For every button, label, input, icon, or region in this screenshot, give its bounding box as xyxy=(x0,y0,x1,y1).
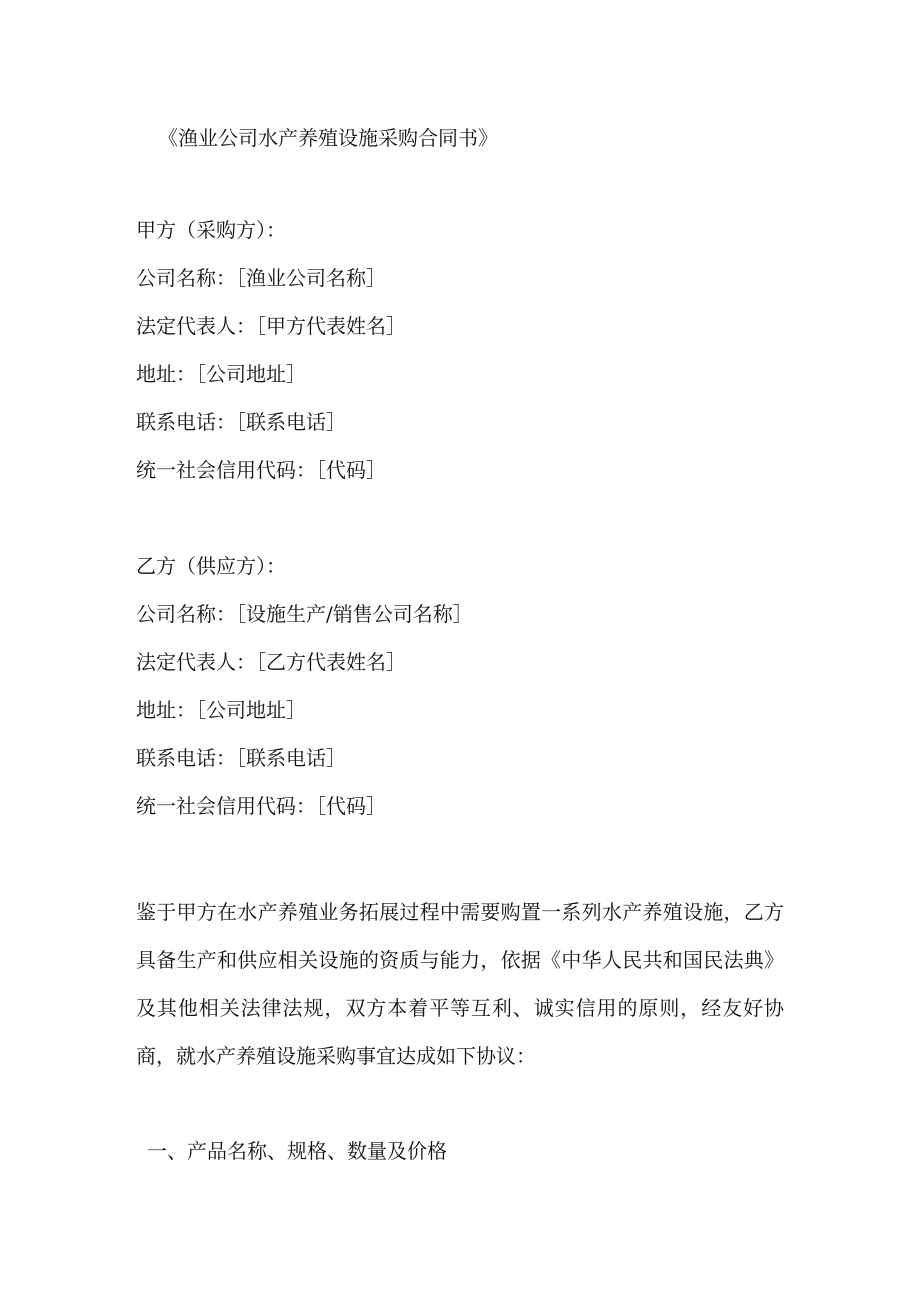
party-b-credit-code: 统一社会信用代码：［代码］ xyxy=(136,794,386,818)
party-a-phone: 联系电话：［联系电话］ xyxy=(136,410,346,434)
party-a-representative: 法定代表人：［甲方代表姓名］ xyxy=(136,314,406,338)
preamble-paragraph: 鉴于甲方在水产养殖业务拓展过程中需要购置一系列水产养殖设施，乙方具备生产和供应相关设施的资质与能力，依据《中华人民共和国民法典》及其他相关法律法规，双方本着平等互利、诚实信用的原则，经友好协商，就水产养殖设施采购事宜达成如下协议： xyxy=(136,900,784,1068)
party-b-address: 地址：［公司地址］ xyxy=(136,698,306,722)
section-1-heading: 一、产品名称、规格、数量及价格 xyxy=(147,1139,447,1163)
party-b-heading: 乙方（供应方）： xyxy=(136,554,286,578)
party-a-company: 公司名称：［渔业公司名称］ xyxy=(136,266,386,290)
party-a-heading: 甲方（采购方）： xyxy=(136,218,286,242)
party-b-company: 公司名称：［设施生产/销售公司名称］ xyxy=(136,602,473,626)
party-b-phone: 联系电话：［联系电话］ xyxy=(136,746,346,770)
party-b-representative: 法定代表人：［乙方代表姓名］ xyxy=(136,650,406,674)
party-a-address: 地址：［公司地址］ xyxy=(136,362,306,386)
document-title: 《渔业公司水产养殖设施采购合同书》 xyxy=(158,126,498,150)
party-a-credit-code: 统一社会信用代码：［代码］ xyxy=(136,458,386,482)
